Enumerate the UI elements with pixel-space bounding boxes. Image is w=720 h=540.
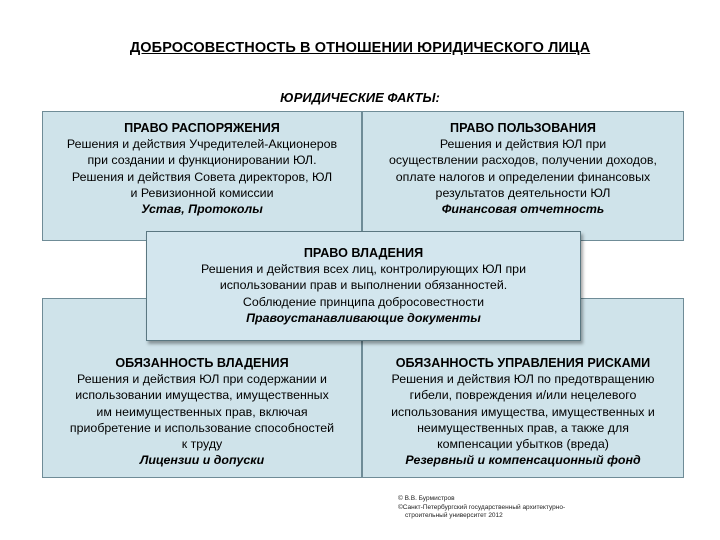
box-text-line: Решения и действия всех лиц, контролирующих ЮЛ при — [201, 262, 526, 277]
box-text-line: оплате налогов и определении финансовых — [395, 169, 651, 184]
box-documents: Резервный и компенсационный фонд — [405, 453, 641, 468]
box-text-line: к труду — [181, 437, 223, 452]
credits — [398, 495, 638, 521]
box-text-line: Соблюдение принципа добросовестности — [242, 294, 485, 309]
credits-organization-cont: строительный университет 2012 — [405, 512, 503, 519]
box-right-of-use — [362, 111, 684, 241]
box-heading: ПРАВО РАСПОРЯЖЕНИЯ — [124, 121, 280, 135]
credits-organization: ©Санкт-Петербургский государственный архитектурно- — [398, 503, 566, 511]
box-right-of-disposal — [42, 111, 362, 241]
box-text-line: Решения и действия Учредителей-Акционеров — [66, 137, 338, 152]
box-text-line: и Ревизионной комиссии — [130, 185, 274, 200]
box-heading: ПРАВО ПОЛЬЗОВАНИЯ — [450, 121, 596, 135]
box-text-line: использовании имущества, имущественных — [75, 388, 329, 403]
box-documents: Финансовая отчетность — [441, 202, 605, 217]
credits-author: © В.В. Бурмистров — [398, 495, 455, 502]
box-heading: ОБЯЗАННОСТЬ ВЛАДЕНИЯ — [115, 356, 289, 370]
box-text-line: результатов деятельности ЮЛ — [435, 185, 611, 200]
box-text-line: Решения и действия ЮЛ при содержании и — [77, 372, 327, 387]
box-text-line: им неимущественных прав, включая — [96, 404, 308, 419]
box-documents: Устав, Протоколы — [141, 202, 263, 217]
box-text-line: гибели, повреждения и/или нецелевого — [409, 388, 637, 403]
box-text-line: использовании прав и выполнении обязанностей. — [219, 278, 508, 293]
box-text-line: приобретение и использование способностей — [69, 420, 335, 435]
box-right-of-possession — [146, 231, 581, 341]
section-subtitle: ЮРИДИЧЕСКИЕ ФАКТЫ: — [280, 90, 440, 105]
box-documents: Лицензии и допуски — [139, 453, 265, 468]
box-text-line: использования имущества, имущественных и — [391, 404, 655, 419]
box-documents: Правоустанавливающие документы — [246, 310, 481, 325]
box-text-line: неимущественных прав, а также для — [417, 420, 629, 435]
box-heading: ПРАВО ВЛАДЕНИЯ — [303, 246, 424, 260]
box-text-line: Решения и действия ЮЛ при — [439, 137, 607, 152]
box-text-line: Решения и действия Совета директоров, ЮЛ — [71, 169, 333, 184]
box-text-line: компенсации убытков (вреда) — [437, 437, 609, 452]
box-text-line: Решения и действия ЮЛ по предотвращению — [391, 372, 655, 387]
box-text-line: осуществлении расходов, получении доходов, — [389, 153, 657, 168]
box-heading: ОБЯЗАННОСТЬ УПРАВЛЕНИЯ РИСКАМИ — [395, 356, 651, 370]
box-text-line: при создании и функционировании ЮЛ. — [87, 153, 317, 168]
page-title: ДОБРОСОВЕСТНОСТЬ В ОТНОШЕНИИ ЮРИДИЧЕСКОГО ЛИЦА — [129, 40, 591, 56]
